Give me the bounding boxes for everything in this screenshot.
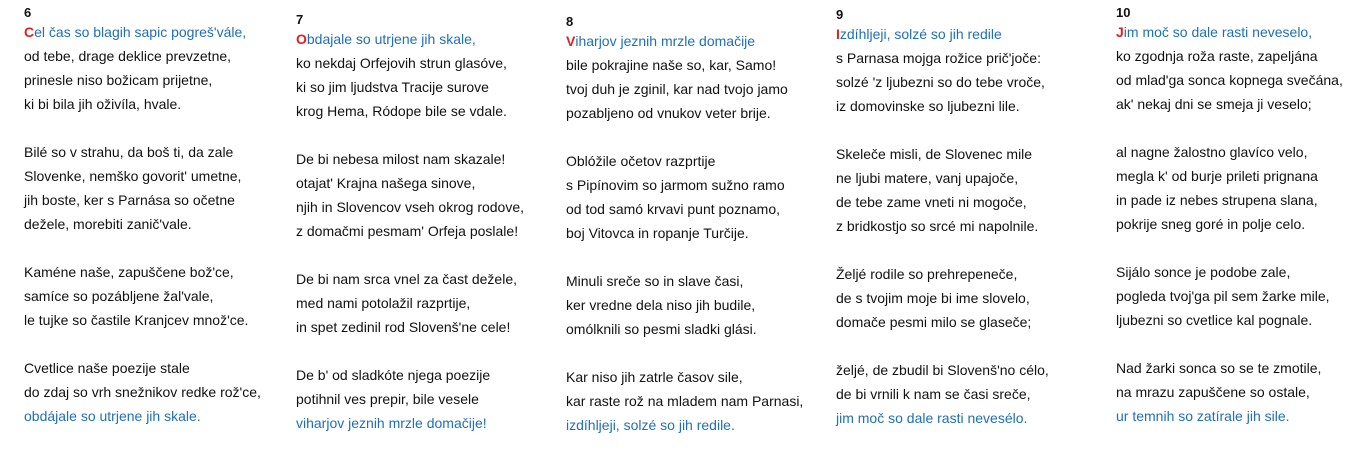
verse-line: Sijálo sonce je podobe zale,: [1116, 264, 1291, 280]
verse-line: bile pokrajine naše so, kar, Samo!: [566, 57, 777, 73]
sonnet-10: [1116, 5, 1362, 428]
verse-line: ak' nekaj dni se smeja ji veselo;: [1116, 96, 1312, 112]
verse-line: krog Hema, Ródope bile se vdale.: [296, 103, 507, 119]
last-line: jim moč so dale rasti nevesélo.: [836, 410, 1028, 426]
verse-line: megla k' od burje prileti prignana: [1116, 168, 1318, 184]
verse-line: dežele, morebiti zanič'vale.: [24, 216, 192, 232]
sonnet-number: 9: [836, 7, 844, 22]
first-line: [24, 20, 289, 44]
verse-line: in pade iz nebes strupena slana,: [1116, 192, 1318, 208]
verse-line: s Pipínovim so jarmom sužno ramo: [566, 177, 785, 193]
verse-line: boj Vitovca in ropanje Turčije.: [566, 225, 749, 241]
verse-line: Oblóžile očetov razprtije: [566, 153, 716, 169]
verse-line: Bilé so v strahu, da boš ti, da zale: [24, 144, 234, 160]
verse-line: Cvetlice naše poezije stale: [24, 360, 190, 376]
verse-line: pokrije sneg goré in polje celo.: [1116, 216, 1306, 232]
first-line: [836, 22, 1101, 46]
verse-line: samíce so pozábljene žal'vale,: [24, 288, 214, 304]
first-line: [1116, 20, 1362, 44]
first-line-text: el čas so blagih sapic pogreš'vále,: [34, 24, 247, 40]
verse-line: De bi nebesa milost nam skazale!: [296, 151, 506, 167]
verse-line: in spet zedinil rod Slovenš'ne cele!: [296, 319, 511, 335]
red-initial: J: [1116, 24, 1124, 40]
verse-line: Nad žarki sonca so se te zmotile,: [1116, 360, 1322, 376]
verse-line: njih in Slovencov vseh okrog rodove,: [296, 199, 525, 215]
red-initial: C: [24, 24, 35, 40]
verse-line: jih boste, ker s Parnása so očetne: [24, 192, 235, 208]
sonnet-8: [566, 14, 831, 437]
verse-line: de s tvojim moje bi ime slovelo,: [836, 290, 1030, 306]
sonnet-number: 7: [296, 12, 304, 27]
verse-line: z bridkostjo so srcé mi napolnile.: [836, 218, 1039, 234]
verse-line: potihnil ves prepir, bile vesele: [296, 391, 479, 407]
verse-line: med nami potolažil razprtije,: [296, 295, 471, 311]
verse-line: s Parnasa mojga rožice prič'joče:: [836, 50, 1041, 66]
red-initial: I: [836, 26, 840, 42]
verse-line: od tod samó krvavi punt poznamo,: [566, 201, 781, 217]
verse-line: le tujke so častile Kranjcev množ'ce.: [24, 312, 249, 328]
first-line-text: bdajale so utrjene jih skale,: [306, 31, 476, 47]
verse-line: ki bi bila jih oživíla, hvale.: [24, 96, 182, 112]
verse-line: Minuli sreče so in slave časi,: [566, 273, 744, 289]
verse-line: de bi vrnili k nam se časi sreče,: [836, 386, 1031, 402]
verse-line: Kar niso jih zatrle časov sile,: [566, 369, 743, 385]
sonnet-number: 6: [24, 5, 32, 20]
verse-line: na mrazu zapuščene so ostale,: [1116, 384, 1310, 400]
red-initial: V: [566, 33, 576, 49]
first-line: [566, 29, 831, 53]
red-initial: O: [296, 31, 307, 47]
verse-line: iz domovinske so ljubezni lile.: [836, 98, 1020, 114]
verse-line: prinesle niso božicam prijetne,: [24, 72, 213, 88]
verse-line: željé, de zbudil bi Slovenš'no célo,: [836, 362, 1049, 378]
last-line: izdíhljeji, solzé so jih redile.: [566, 417, 735, 433]
last-line: ur temnih so zatírale jih sile.: [1116, 408, 1290, 424]
verse-line: kar raste rož na mladem nam Parnasi,: [566, 393, 804, 409]
sonnet-number: 10: [1116, 5, 1131, 20]
verse-line: De bi nam srca vnel za čast dežele,: [296, 271, 517, 287]
sonnet-6: [24, 5, 289, 428]
verse-line: pogleda tvoj'ga pil sem žarke mile,: [1116, 288, 1330, 304]
last-line: viharjov jeznih mrzle domačije!: [296, 415, 487, 431]
verse-line: omólknili so pesmi sladki glási.: [566, 321, 757, 337]
sonnet-number: 8: [566, 14, 574, 29]
verse-line: ljubezni so cvetlice kal pognale.: [1116, 312, 1313, 328]
first-line: [296, 27, 561, 51]
verse-line: Slovenke, nemško govorit' umetne,: [24, 168, 242, 184]
verse-line: De b' od sladkóte njega poezije: [296, 367, 491, 383]
sonnet-7: [296, 12, 561, 435]
verse-line: Skeleče misli, de Slovenec mile: [836, 146, 1033, 162]
verse-line: ki so jim ljudstva Tracije surove: [296, 79, 489, 95]
first-line-text: iharjov jeznih mrzle domačije: [575, 33, 756, 49]
last-line: obdájale so utrjene jih skale.: [24, 408, 201, 424]
first-line-text: im moč so dale rasti neveselo,: [1123, 24, 1313, 40]
verse-line: ne ljubi matere, vanj upajoče,: [836, 170, 1019, 186]
first-line-text: zdíhljeji, solzé so jih redile: [839, 26, 1002, 42]
verse-line: Željé rodile so prehrepeneče,: [836, 266, 1018, 282]
verse-line: z domačmi pesmam' Orfeja poslale!: [296, 223, 519, 239]
sonnet-9: [836, 7, 1101, 430]
verse-line: domače pesmi milo se glaseče;: [836, 314, 1032, 330]
verse-line: Kaméne naše, zapuščene bož'ce,: [24, 264, 234, 280]
verse-line: de tebe zame vneti ni mogoče,: [836, 194, 1027, 210]
verse-line: do zdaj so vrh snežnikov redke rož'ce,: [24, 384, 261, 400]
verse-line: ker vredne dela niso jih budile,: [566, 297, 756, 313]
verse-line: ko zgodnja roža raste, zapeljána: [1116, 48, 1318, 64]
verse-line: al nagne žalostno glavíco velo,: [1116, 144, 1308, 160]
verse-line: ko nekdaj Orfejovih strun glasóve,: [296, 55, 507, 71]
verse-line: otajat' Krajna našega sinove,: [296, 175, 476, 191]
verse-line: od tebe, drage deklice prevzetne,: [24, 48, 232, 64]
verse-line: pozabljeno od vnukov veter brije.: [566, 105, 771, 121]
verse-line: solzé 'z ljubezni so do tebe vroče,: [836, 74, 1045, 90]
verse-line: tvoj duh je zginil, kar nad tvojo jamo: [566, 81, 788, 97]
verse-line: od mlad'ga sonca kopnega svečána,: [1116, 72, 1343, 88]
